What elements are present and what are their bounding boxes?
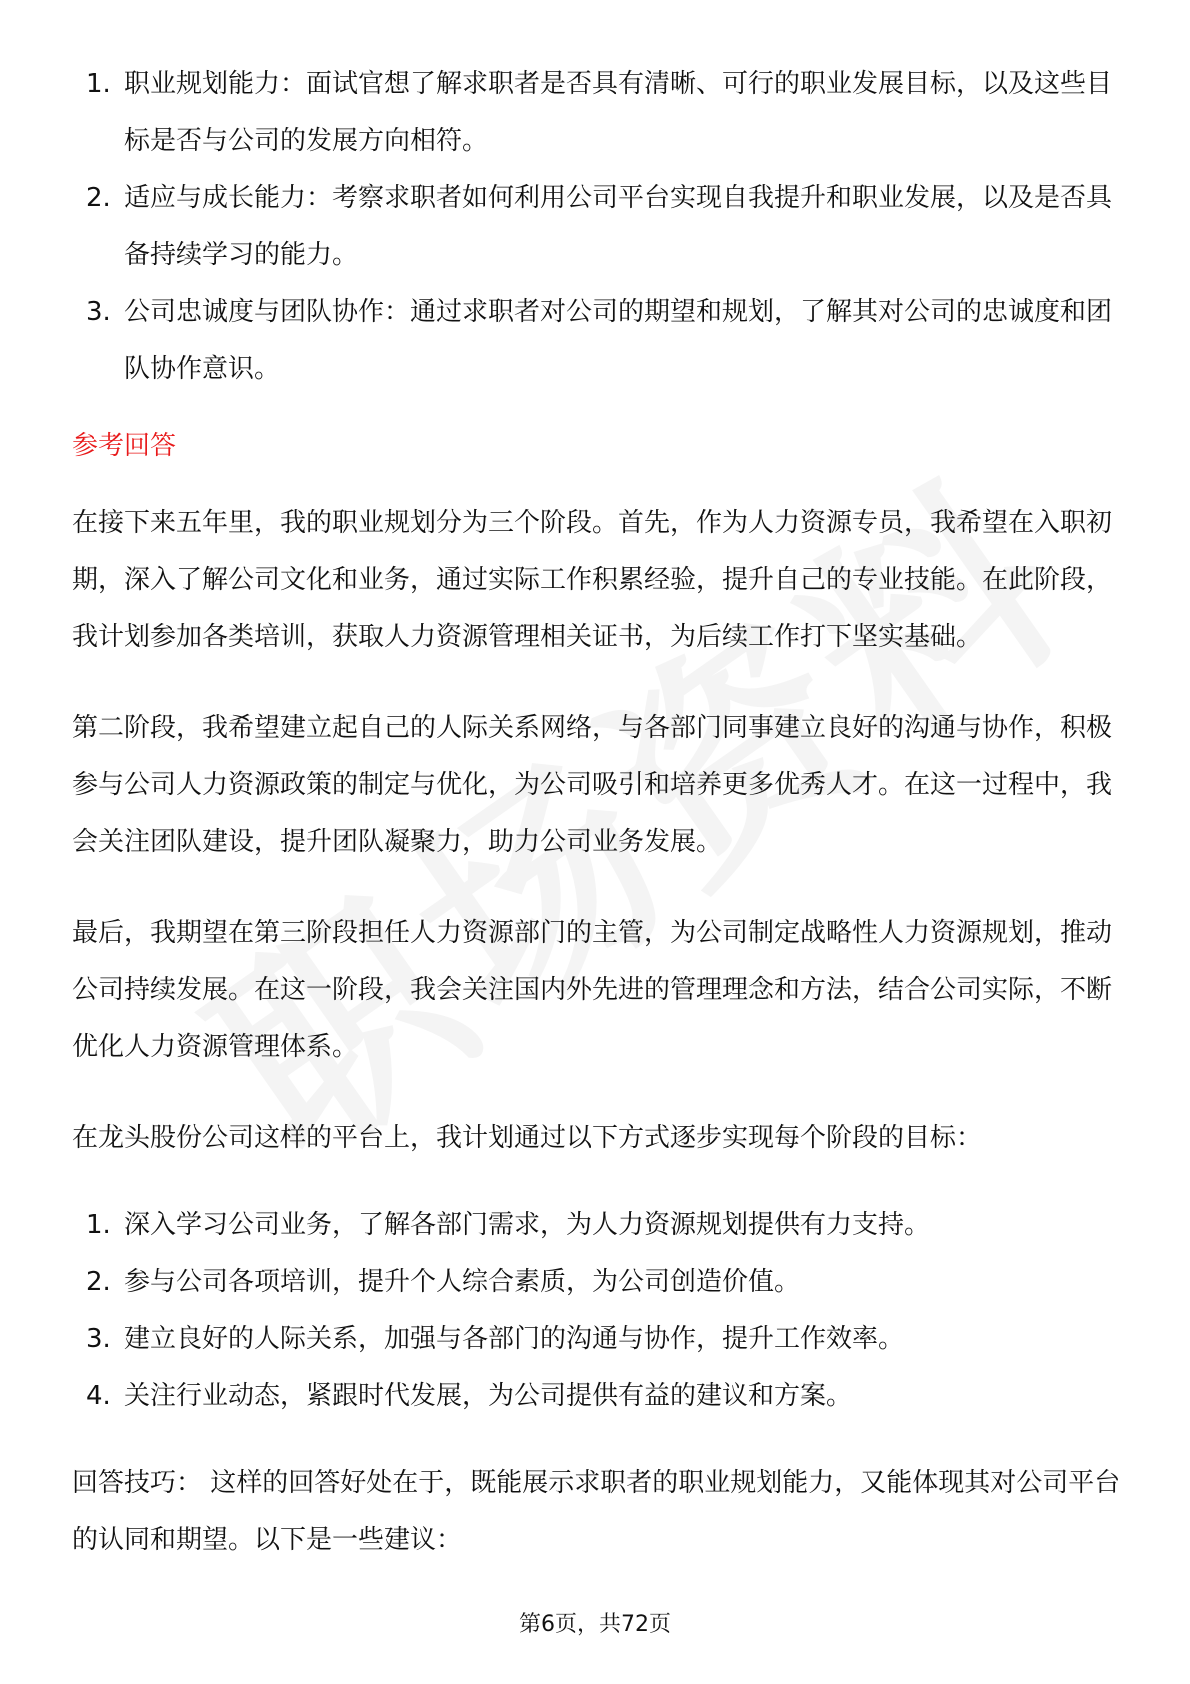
answer-paragraph: 在接下来五年里，我的职业规划分为三个阶段。首先，作为人力资源专员，我希望在入职初期，深入了解公司文化和业务，通过实际工作积累经验，提升自己的专业技能。在此阶段，我计划参加各类培训，获取人力资源管理相关证书，为后续工作打下坚实基础。 [72, 508, 1113, 652]
criteria-list [72, 56, 1122, 398]
list-item-number: 2. [86, 183, 111, 213]
tip-paragraph: 回答技巧： 这样的回答好处在于，既能展示求职者的职业规划能力，又能体现其对公司平台的认同和期望。以下是一些建议： [72, 1468, 1121, 1555]
list-item-number: 2. [86, 1267, 111, 1297]
list-item [72, 1311, 1122, 1368]
list-item-number: 1. [86, 69, 111, 99]
list-item [72, 56, 1122, 170]
list-item [72, 284, 1122, 398]
list-item [72, 1197, 1122, 1254]
goals-list [72, 1197, 1122, 1425]
intro-line: 在龙头股份公司这样的平台上，我计划通过以下方式逐步实现每个阶段的目标： [72, 1123, 983, 1153]
list-item-text: 深入学习公司业务，了解各部门需求，为人力资源规划提供有力支持。 [124, 1210, 931, 1240]
list-item-text: 参与公司各项培训，提升个人综合素质，为公司创造价值。 [124, 1267, 801, 1297]
list-item-text: 建立良好的人际关系，加强与各部门的沟通与协作，提升工作效率。 [124, 1324, 905, 1354]
answer-paragraph: 第二阶段，我希望建立起自己的人际关系网络，与各部门同事建立良好的沟通与协作，积极参与公司人力资源政策的制定与优化，为公司吸引和培养更多优秀人才。在这一过程中，我会关注团队建设，提升团队凝聚力，助力公司业务发展。 [72, 713, 1113, 857]
list-item-text: 公司忠诚度与团队协作：通过求职者对公司的期望和规划，了解其对公司的忠诚度和团队协作意识。 [124, 297, 1113, 384]
list-item [72, 1368, 1122, 1425]
answer-paragraph: 最后，我期望在第三阶段担任人力资源部门的主管，为公司制定战略性人力资源规划，推动公司持续发展。在这一阶段，我会关注国内外先进的管理理念和方法，结合公司实际，不断优化人力资源管理体系。 [72, 918, 1113, 1062]
list-item-text: 职业规划能力：面试官想了解求职者是否具有清晰、可行的职业发展目标，以及这些目标是否与公司的发展方向相符。 [124, 69, 1113, 156]
list-item-text: 关注行业动态，紧跟时代发展，为公司提供有益的建议和方案。 [124, 1381, 853, 1411]
list-item-number: 3. [86, 1324, 111, 1354]
section-heading: 参考回答 [72, 431, 177, 461]
page-footer: 第6页，共72页 [519, 1612, 671, 1637]
list-item-text: 适应与成长能力：考察求职者如何利用公司平台实现自我提升和职业发展，以及是否具备持续学习的能力。 [124, 183, 1113, 270]
list-item [72, 170, 1122, 284]
page-content [72, 56, 1122, 1569]
list-item-number: 1. [86, 1210, 111, 1240]
list-item-number: 4. [86, 1381, 111, 1411]
list-item-number: 3. [86, 297, 111, 327]
list-item [72, 1254, 1122, 1311]
